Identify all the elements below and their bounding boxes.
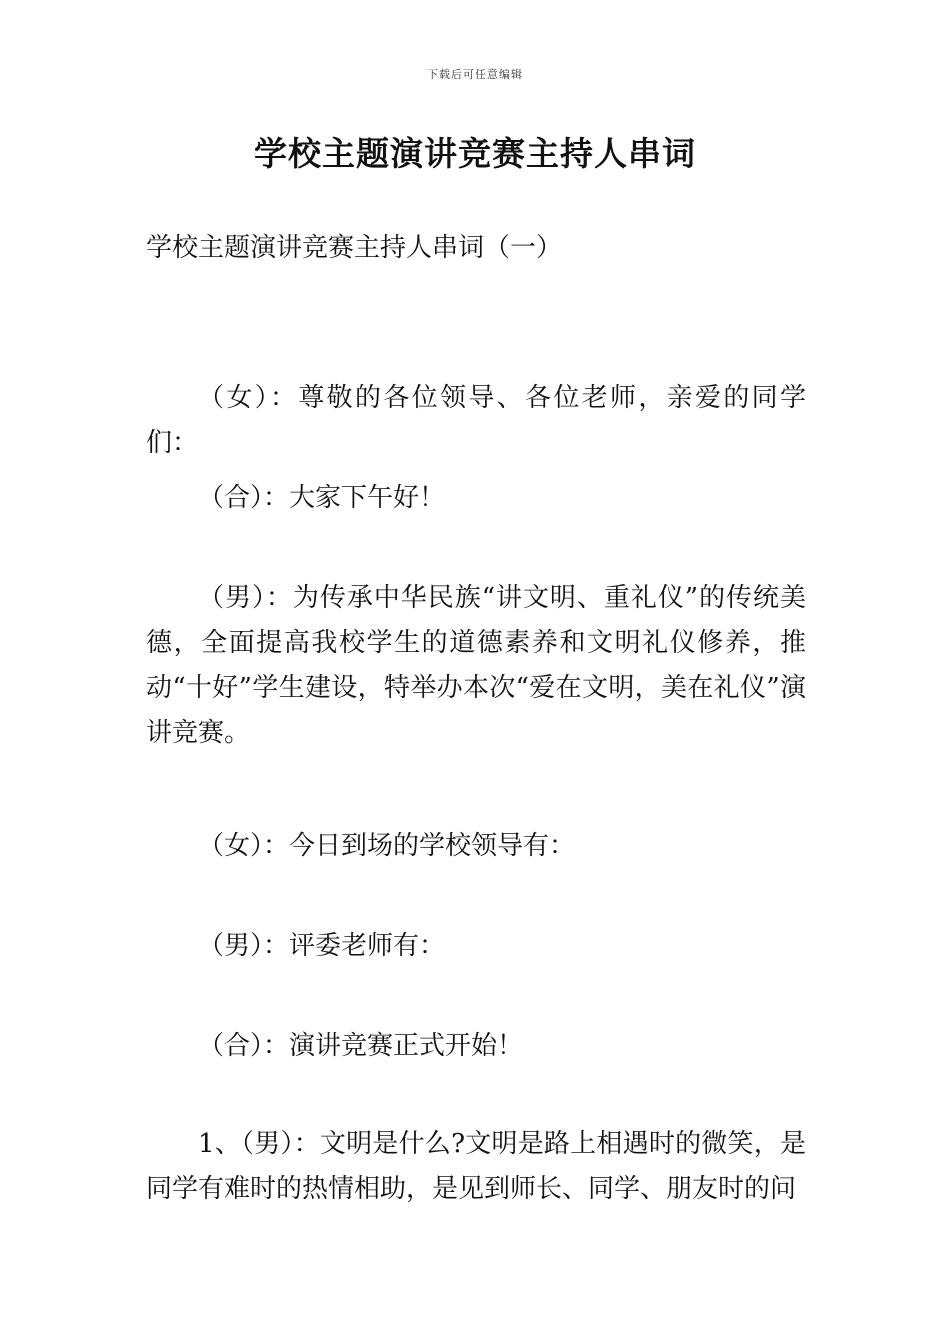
paragraph-civilization: 1、（男）：文明是什么?文明是路上相遇时的微笑，是同学有难时的热情相助，是见到师长、同学、朋友时的问 bbox=[146, 1129, 806, 1204]
paragraph-leaders: （女）：今日到场的学校领导有： bbox=[198, 831, 576, 861]
paragraph-good-afternoon: （合）：大家下午好！ bbox=[198, 483, 446, 513]
paragraph-start: （合）：演讲竞赛正式开始！ bbox=[198, 1031, 524, 1061]
page-header-note: 下载后可任意编辑 bbox=[427, 68, 523, 81]
document-title: 学校主题演讲竞赛主持人串词 bbox=[254, 134, 696, 173]
paragraph-judges: （男）：评委老师有： bbox=[198, 931, 446, 961]
paragraph-purpose: （男）：为传承中华民族“讲文明、重礼仪”的传统美德，全面提高我校学生的道德素养和文明礼仪修养，推动“十好”学生建设，特举办本次“爱在文明，美在礼仪”演讲竞赛。 bbox=[146, 583, 806, 748]
paragraph-greeting: （女）：尊敬的各位领导、各位老师，亲爱的同学们： bbox=[146, 383, 806, 458]
section-heading: 学校主题演讲竞赛主持人串词（一） bbox=[146, 233, 563, 263]
